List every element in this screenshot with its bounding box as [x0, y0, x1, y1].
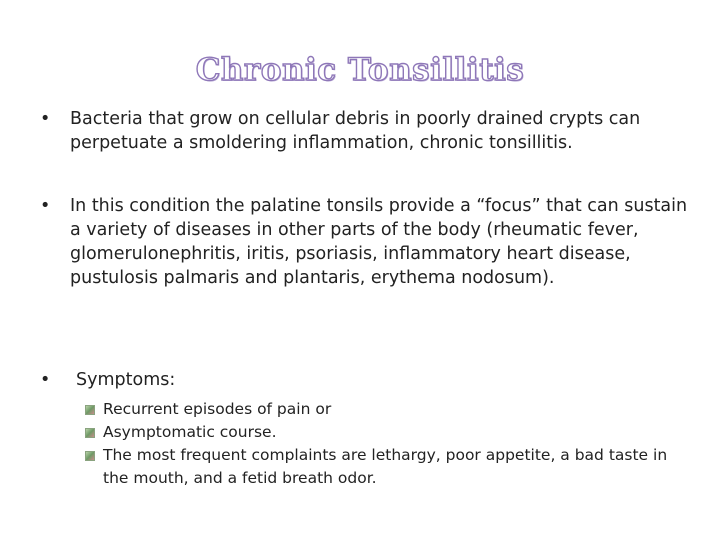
bullet-marker: •	[40, 370, 51, 390]
bullet-text: Bacteria that grow on cellular debris in poorly drained crypts can perpetuate a smoldering inflammation, chronic tonsillitis.	[70, 109, 641, 153]
sub-bullet-text: The most frequent complaints are lethargy, poor appetite, a bad taste in the mouth, and a fetid breath odor.	[103, 446, 668, 487]
square-bullet-icon	[85, 428, 95, 438]
sub-bullet-text: Recurrent episodes of pain or	[103, 400, 332, 418]
square-bullet-icon	[85, 451, 95, 461]
bullet-item	[40, 107, 700, 155]
sub-bullet-item	[85, 398, 685, 421]
bullet-text: Symptoms:	[76, 370, 176, 390]
square-bullet-icon	[85, 405, 95, 415]
sub-bullet-item	[85, 444, 685, 490]
bullet-text: In this condition the palatine tonsils provide a “focus” that can sustain a variety of diseases in other parts of the body (rheumatic fever, glomerulonephritis, iritis, psoriasis, inflammatory heart disease, pustulosis palmaris and plantaris, erythema nodosum).	[70, 196, 688, 288]
sub-bullet-text: Asymptomatic course.	[103, 423, 277, 441]
sub-bullet-item	[85, 421, 685, 444]
slide-title: Chronic Tonsillitis	[195, 52, 525, 88]
symptoms-sublist	[85, 398, 685, 490]
bullet-marker: •	[40, 109, 51, 129]
bullet-item	[40, 368, 700, 392]
bullet-marker: •	[40, 196, 51, 216]
bullet-item	[40, 194, 700, 290]
